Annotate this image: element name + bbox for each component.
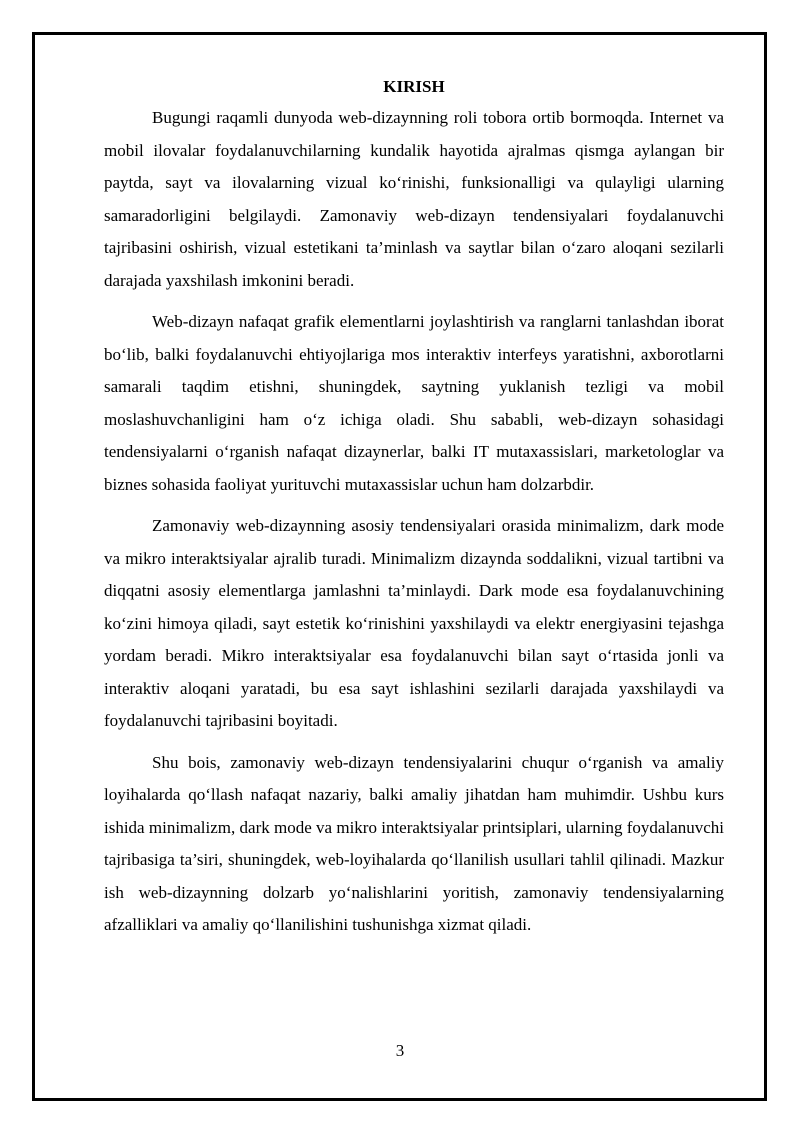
page-number: 3 <box>395 1041 405 1060</box>
section-heading: KIRISH <box>383 77 445 96</box>
paragraph-4: Shu bois, zamonaviy web-dizayn tendensiyalarini chuqur o‘rganish va amaliy loyihalarda qo‘llash nafaqat nazariy, balki amaliy jihatdan ham muhimdir. Ushbu kurs ishida minimalizm, dark mode va mikro interaktsiyalar printsiplari, ularning foydalanuvchi tajribasiga ta’siri, shuningdek, web-loyihalarda qo‘llanilish usullari tahlil qilinadi. Mazkur ish web-dizaynning dolzarb yo‘nalishlarini yoritish, zamonaviy tendensiyalarning afzalliklari va amaliy qo‘llanilishini tushunishga xizmat qiladi. <box>104 752 724 934</box>
paragraph-2: Web-dizayn nafaqat grafik elementlarni joylashtirish va ranglarni tanlashdan iborat bo‘lib, balki foydalanuvchi ehtiyojlariga mos interaktiv interfeys yaratishni, axborotlarni samarali taqdim etishni, shuningdek, saytning yuklanish tezligi va mobil moslashuvchanligini ham o‘z ichiga oladi. Shu sababli, web-dizayn sohasidagi tendensiyalarni o‘rganish nafaqat dizaynerlar, balki IT mutaxassislari, marketologlar va biznes sohasida faoliyat yurituvchi mutaxassislar uchun ham dolzarbdir. <box>104 312 724 494</box>
document-body <box>104 74 724 951</box>
paragraph-3: Zamonaviy web-dizaynning asosiy tendensiyalari orasida minimalizm, dark mode va mikro interaktsiyalar ajralib turadi. Minimalizm dizaynda soddalikni, vizual tartibni va diqqatni asosiy elementlarga jamlashni ta’minlaydi. Dark mode esa foydalanuvchining ko‘zini himoya qiladi, sayt estetik ko‘rinishini yaxshilaydi va elektr energiyasini tejashga yordam beradi. Mikro interaktsiyalar esa foydalanuvchi bilan sayt o‘rtasida jonli va interaktiv aloqani yaratadi, bu esa sayt ishlashini sezilarli darajada yaxshilaydi va foydalanuvchi tajribasini boyitadi. <box>104 516 724 730</box>
paragraph-1: Bugungi raqamli dunyoda web-dizaynning roli tobora ortib bormoqda. Internet va mobil ilovalar foydalanuvchilarning kundalik hayotida ajralmas qismga aylangan bir paytda, sayt va ilovalarning vizual ko‘rinishi, funksionalligi va qulayligi ularning samaradorligini belgilaydi. Zamonaviy web-dizayn tendensiyalari foydalanuvchi tajribasini oshirish, vizual estetikani ta’minlash va saytlar bilan o‘zaro aloqani sezilarli darajada yaxshilash imkonini beradi. <box>104 108 724 290</box>
